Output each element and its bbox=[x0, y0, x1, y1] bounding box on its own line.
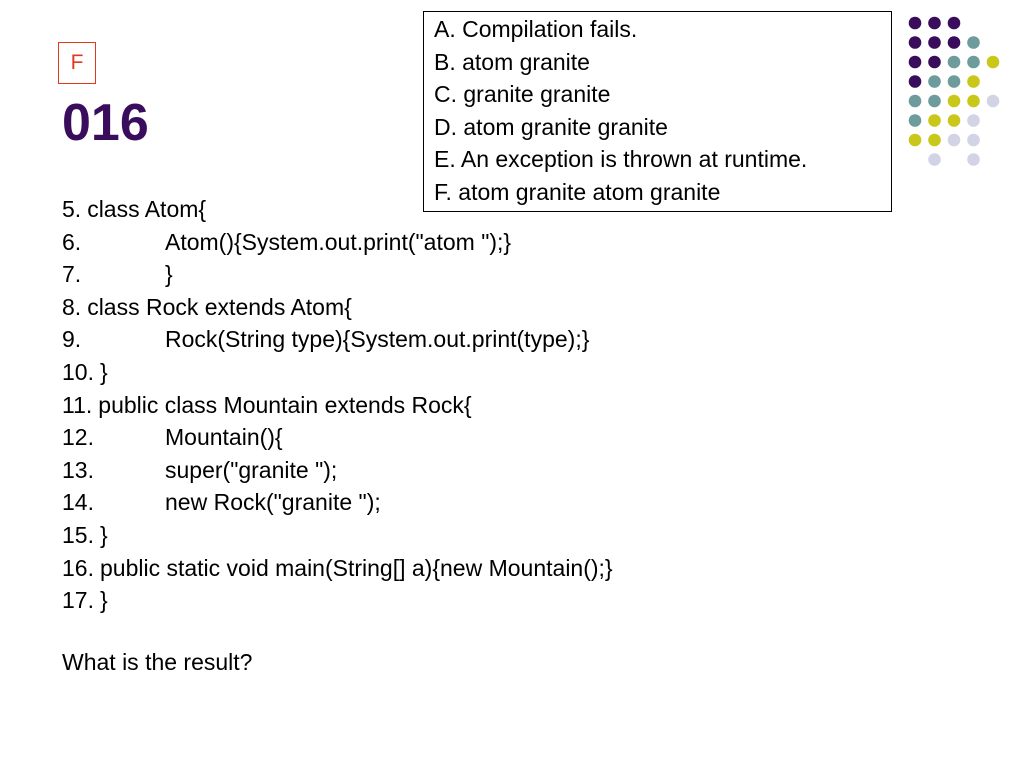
decorative-dot bbox=[928, 17, 941, 30]
code-line-text: class Rock extends Atom{ bbox=[87, 293, 352, 320]
code-line-number: 9. bbox=[62, 326, 82, 353]
code-line-text: } bbox=[99, 521, 108, 548]
decorative-dot bbox=[987, 56, 1000, 69]
decorative-dot bbox=[967, 153, 980, 166]
code-line bbox=[62, 552, 862, 585]
code-line-number: 8. bbox=[62, 293, 82, 320]
decorative-dot bbox=[967, 75, 980, 88]
decorative-dot bbox=[928, 75, 941, 88]
code-line bbox=[62, 389, 862, 422]
question-number: 016 bbox=[62, 94, 149, 152]
option-a: A. Compilation fails. bbox=[434, 16, 638, 42]
decorative-dot bbox=[909, 114, 922, 127]
code-line-text: new Rock("granite "); bbox=[165, 489, 381, 516]
decorative-dot bbox=[909, 17, 922, 30]
code-line bbox=[62, 454, 862, 487]
code-line-number: 13. bbox=[62, 456, 94, 483]
code-line-text: } bbox=[165, 261, 173, 288]
decorative-dot bbox=[928, 134, 941, 147]
code-line-number: 14. bbox=[62, 489, 94, 516]
code-line bbox=[62, 193, 862, 226]
code-line-text: Mountain(){ bbox=[165, 424, 283, 451]
code-line-number: 16. bbox=[62, 554, 94, 581]
code-line-number: 15. bbox=[62, 521, 94, 548]
code-line-text: } bbox=[99, 587, 108, 614]
code-line-number: 10. bbox=[62, 358, 94, 385]
decorative-dot bbox=[948, 114, 961, 127]
options-box bbox=[423, 11, 892, 212]
code-line bbox=[62, 291, 862, 324]
option-d: D. atom granite granite bbox=[434, 113, 668, 140]
option-e: E. An exception is thrown at runtime. bbox=[434, 146, 808, 173]
decorative-dot bbox=[967, 36, 980, 49]
decorative-dot bbox=[948, 95, 961, 108]
decorative-dot bbox=[909, 56, 922, 69]
decorative-dot bbox=[928, 153, 941, 166]
decorative-dot-grid bbox=[904, 12, 1014, 172]
code-line-number: 5. bbox=[62, 196, 82, 222]
code-line-number: 17. bbox=[62, 587, 94, 614]
decorative-dot bbox=[948, 134, 961, 147]
code-line-number: 12. bbox=[62, 424, 94, 451]
decorative-dot bbox=[967, 134, 980, 147]
code-line bbox=[62, 519, 862, 552]
option-c: C. granite granite bbox=[434, 81, 611, 108]
decorative-dot bbox=[909, 75, 922, 88]
decorative-dot bbox=[928, 36, 941, 49]
code-line-text: } bbox=[99, 358, 108, 385]
decorative-dot bbox=[948, 17, 961, 30]
code-line bbox=[62, 421, 862, 454]
code-line-number: 6. bbox=[62, 228, 82, 255]
code-line-text: super("granite "); bbox=[165, 456, 338, 483]
answer-badge: F bbox=[58, 42, 96, 84]
code-line-text: public static void main(String[] a){new Mountain();} bbox=[99, 554, 613, 581]
decorative-dot bbox=[909, 95, 922, 108]
option-b: B. atom granite bbox=[434, 48, 590, 75]
decorative-dot bbox=[928, 95, 941, 108]
decorative-dot bbox=[967, 95, 980, 108]
code-line-text: public class Mountain extends Rock{ bbox=[98, 391, 472, 418]
decorative-dot bbox=[987, 95, 1000, 108]
decorative-dot bbox=[928, 114, 941, 127]
code-line bbox=[62, 584, 862, 617]
code-line bbox=[62, 226, 862, 259]
decorative-dot bbox=[928, 56, 941, 69]
code-line bbox=[62, 323, 862, 356]
decorative-dot bbox=[948, 75, 961, 88]
decorative-dot bbox=[909, 134, 922, 147]
code-line bbox=[62, 258, 862, 291]
code-line bbox=[62, 356, 862, 389]
decorative-dot bbox=[909, 36, 922, 49]
code-line-text: Rock(String type){System.out.print(type);} bbox=[165, 326, 590, 353]
question-text: What is the result? bbox=[62, 649, 253, 675]
decorative-dot bbox=[948, 36, 961, 49]
option-f: F. atom granite atom granite bbox=[434, 178, 721, 205]
decorative-dot bbox=[967, 56, 980, 69]
code-line-text: Atom(){System.out.print("atom ");} bbox=[165, 228, 512, 255]
code-block bbox=[62, 193, 862, 617]
decorative-dot bbox=[948, 56, 961, 69]
code-line-number: 11. bbox=[62, 391, 93, 418]
code-line bbox=[62, 486, 862, 519]
code-line-text: class Atom{ bbox=[87, 196, 207, 222]
decorative-dot bbox=[967, 114, 980, 127]
code-line-number: 7. bbox=[62, 261, 82, 288]
